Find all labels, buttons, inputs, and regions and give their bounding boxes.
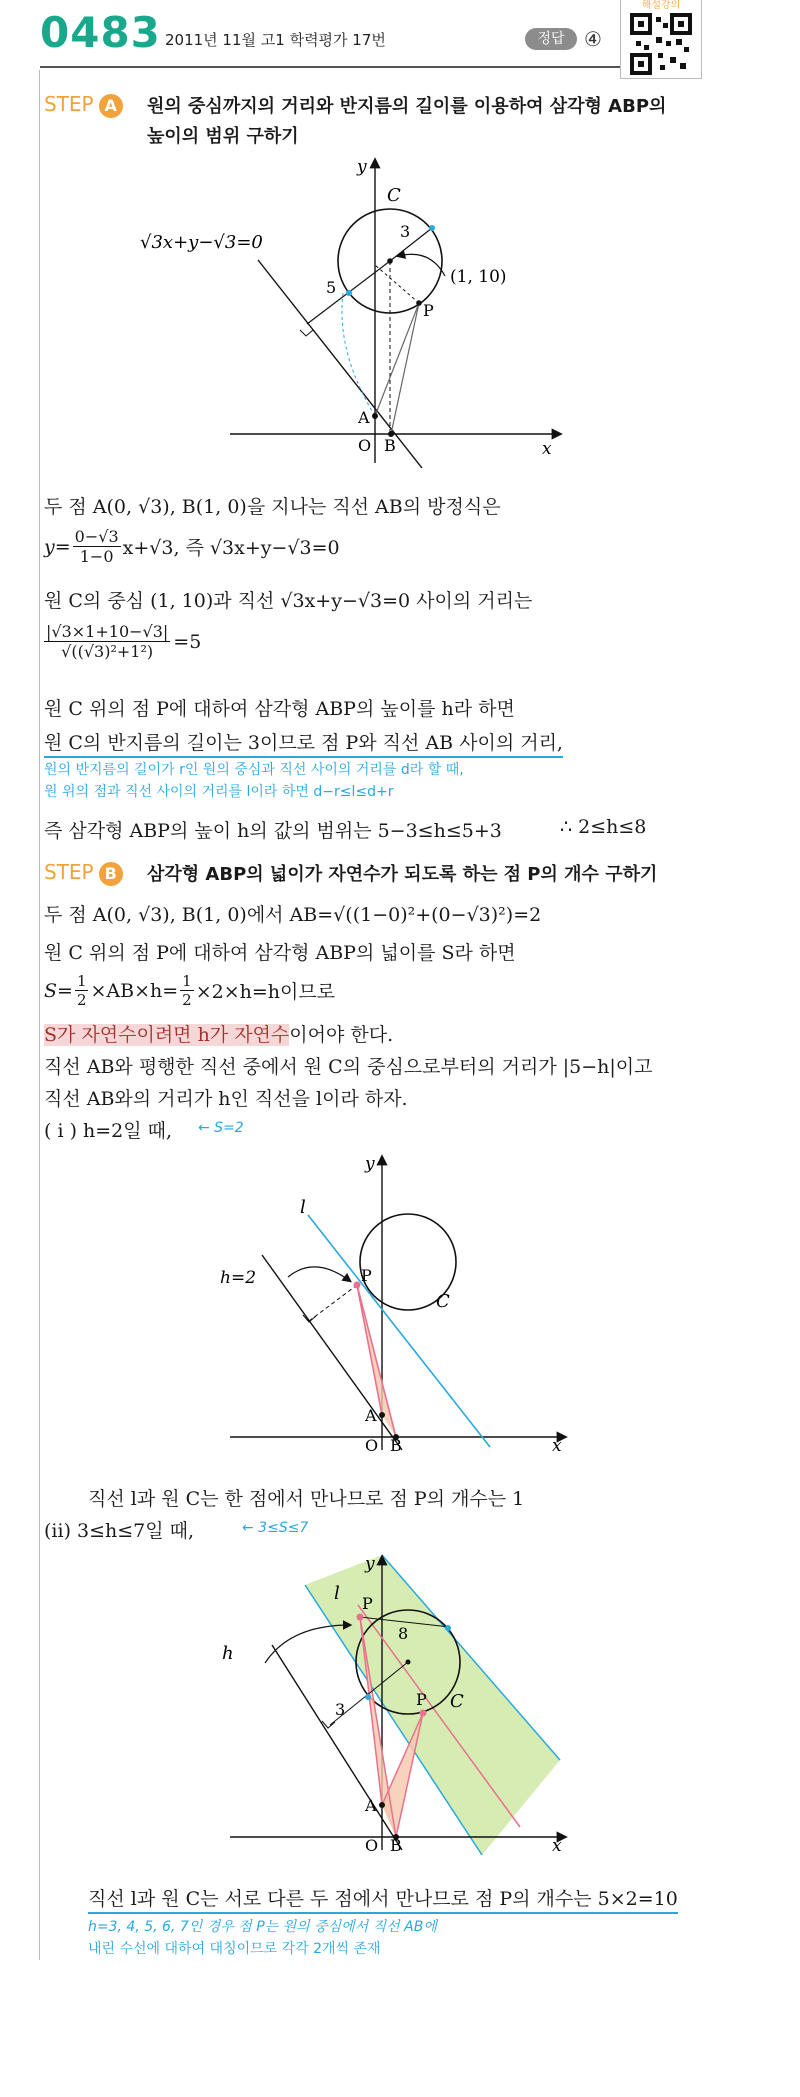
point-a — [372, 413, 378, 419]
b1-note-2: 원 위의 점과 직선 사이의 거리를 l이라 하면 d−r≤l≤d+r — [44, 784, 394, 800]
b1-line-6-text: 원 C의 반지름의 길이는 3이므로 점 P와 직선 AB 사이의 거리, — [44, 732, 563, 758]
b1-y: y= — [44, 535, 71, 558]
dash-p — [375, 265, 419, 303]
header-rule — [40, 66, 620, 68]
case-2-label: (ii) 3≤h≤7일 때, — [44, 1520, 195, 1542]
point-blue-2 — [346, 290, 352, 296]
label-x: x — [552, 1436, 562, 1455]
label-x: x — [552, 1836, 562, 1855]
b2-line-3 — [44, 972, 335, 1009]
b2-half-2 — [180, 972, 194, 1009]
h-arrow — [288, 1267, 350, 1281]
case-1-result: 직선 l과 원 C는 한 점에서 만나므로 점 P의 개수는 1 — [88, 1488, 525, 1510]
label-o: O — [358, 436, 372, 455]
b2-half-1-num: 1 — [76, 972, 87, 990]
point-p1 — [357, 1614, 364, 1621]
b2-line-2: 원 C 위의 점 P에 대하여 삼각형 ABP의 넓이를 S라 하면 — [44, 942, 516, 964]
qr-code-icon[interactable] — [630, 13, 692, 75]
point-blue-2 — [365, 1694, 371, 1700]
label-x: x — [542, 439, 552, 459]
center-arrow — [398, 254, 445, 276]
case-2-note-2: 내린 수선에 대하여 대칭이므로 각각 2개씩 존재 — [88, 1941, 381, 1957]
label-p2: P — [416, 1690, 427, 1709]
label-b: B — [390, 1836, 402, 1855]
label-c: C — [450, 1691, 464, 1712]
b2-half-2-num: 1 — [182, 972, 192, 990]
answer-value: ④ — [584, 27, 602, 51]
label-3: 3 — [335, 1700, 346, 1719]
label-c: C — [436, 1291, 450, 1312]
left-margin-line — [39, 70, 40, 1960]
point-blue-1 — [445, 1625, 451, 1631]
b2-s: S= — [44, 979, 73, 1002]
label-3: 3 — [400, 222, 411, 241]
right-angle-mark — [303, 1315, 316, 1322]
point-a — [379, 1412, 385, 1418]
step-word: STEP — [44, 860, 94, 884]
b2-line-5: 직선 AB와 평행한 직선 중에서 원 C의 중심으로부터의 거리가 |5−h|이고 — [44, 1056, 653, 1078]
problem-number: 0483 — [40, 8, 161, 57]
point-p — [354, 1282, 361, 1289]
line-ab — [262, 1255, 402, 1450]
label-y: y — [365, 1554, 375, 1574]
label-8: 8 — [398, 1624, 409, 1643]
label-y: y — [365, 1154, 375, 1174]
step-b-badge: B — [99, 862, 123, 886]
label-l: l — [300, 1197, 306, 1218]
line-ab — [258, 260, 422, 468]
label-a: A — [365, 1406, 377, 1425]
b1-dist-num: |√3×1+10−√3| — [46, 622, 169, 641]
answer-badge: 정답 — [525, 28, 577, 50]
b2-line-4 — [44, 1020, 393, 1047]
b1-note-1: 원의 반지름의 길이가 r인 원의 중심과 직선 사이의 거리를 d라 할 때, — [44, 762, 464, 778]
label-p1: P — [362, 1594, 373, 1613]
step-b-title: 삼각형 ABP의 넓이가 자연수가 되도록 하는 점 P의 개수 구하기 — [147, 864, 658, 885]
b1-line-2-rest: x+√3, 즉 √3x+y−√3=0 — [122, 537, 340, 559]
label-b: B — [384, 436, 396, 455]
b2-line-1: 두 점 A(0, √3), B(1, 0)에서 AB=√((1−0)²+(0−√3)²)=2 — [44, 904, 542, 926]
point-center — [406, 1660, 411, 1665]
label-o: O — [365, 1436, 379, 1455]
label-p: P — [361, 1266, 372, 1285]
b2-line-4-rest: 이어야 한다. — [289, 1024, 394, 1046]
case-2-note-1: h=3, 4, 5, 6, 7인 경우 점 P는 원의 중심에서 직선 AB에 — [88, 1919, 437, 1935]
b1-frac-den: 1−0 — [79, 547, 114, 566]
b1-dist-den: √((√3)²+1²) — [61, 642, 154, 661]
step-a-badge: A — [99, 94, 123, 118]
b2-highlight: S가 자연수이려면 h가 자연수 — [44, 1024, 290, 1046]
b1-dist-frac — [44, 622, 170, 661]
arc-pa — [342, 293, 375, 416]
b1-line-1: 두 점 A(0, √3), B(1, 0)을 지나는 직선 AB의 방정식은 — [44, 496, 501, 518]
label-b: B — [390, 1436, 402, 1455]
b1-line-4 — [44, 622, 201, 661]
b2-line-6: 직선 AB와의 거리가 h인 직선을 l이라 하자. — [44, 1088, 408, 1110]
b2-half-1 — [75, 972, 89, 1009]
b1-line-5: 원 C 위의 점 P에 대하여 삼각형 ABP의 높이를 h라 하면 — [44, 698, 515, 720]
b2-half-2-den: 2 — [182, 991, 192, 1009]
label-y: y — [357, 157, 367, 177]
b1-line-2 — [44, 527, 340, 566]
perp-h — [309, 1285, 357, 1321]
step-b-header — [44, 860, 123, 886]
b2-mid: ×AB×h= — [90, 979, 179, 1002]
header — [0, 0, 800, 70]
seg-pa — [375, 303, 419, 416]
label-a: A — [365, 1796, 377, 1815]
figure-1 — [140, 148, 580, 468]
label-o: O — [365, 1836, 379, 1855]
step-a-title-2: 높이의 범위 구하기 — [147, 126, 299, 147]
label-5: 5 — [326, 278, 337, 297]
point-p2 — [420, 1710, 427, 1717]
step-word: STEP — [44, 92, 94, 116]
point-center — [387, 258, 393, 264]
label-h: h — [222, 1643, 234, 1664]
b1-frac-num: 0−√3 — [74, 527, 119, 546]
point-blue-1 — [429, 225, 435, 231]
case-2-result-text: 직선 l과 원 C는 서로 다른 두 점에서 만나므로 점 P의 개수는 5×2=10 — [88, 1888, 678, 1914]
b1-conclusion: ∴ 2≤h≤8 — [560, 816, 647, 838]
seg-pb — [391, 303, 419, 434]
label-a: A — [358, 408, 370, 427]
point-p — [416, 300, 422, 306]
center-label: (1, 10) — [450, 267, 507, 287]
problem-source: 2011년 11월 고1 학력평가 17번 — [165, 31, 386, 49]
case-2-note: ← 3≤S≤7 — [242, 1520, 309, 1536]
b1-frac — [73, 527, 121, 566]
b1-dist-rest: =5 — [173, 630, 202, 653]
line-eq-label: √3x+y−√3=0 — [140, 232, 263, 253]
label-p: P — [423, 301, 434, 320]
qr-box — [620, 0, 702, 79]
point-a — [379, 1802, 385, 1808]
case-1-label: ( i ) h=2일 때, — [44, 1120, 173, 1142]
figure-3 — [210, 1545, 590, 1855]
b2-end: ×2×h=h이므로 — [195, 981, 336, 1003]
label-h2: h=2 — [220, 1268, 257, 1288]
qr-label: 해설강의 — [641, 0, 681, 11]
step-a-header — [44, 92, 123, 118]
b1-line-6 — [44, 728, 563, 755]
label-c: C — [387, 185, 401, 206]
step-a-title-1: 원의 중심까지의 거리와 반지름의 길이를 이용하여 삼각형 ABP의 — [147, 96, 667, 117]
case-2-result — [88, 1884, 678, 1911]
line-l — [308, 1215, 490, 1447]
b1-line-3: 원 C의 중심 (1, 10)과 직선 √3x+y−√3=0 사이의 거리는 — [44, 590, 533, 612]
right-angle-mark — [300, 330, 313, 336]
case-1-note: ← S=2 — [198, 1120, 244, 1136]
figure-2 — [210, 1145, 590, 1455]
radius-3 — [390, 228, 432, 261]
b1-line-7: 즉 삼각형 ABP의 높이 h의 값의 범위는 5−3≤h≤5+3 — [44, 820, 502, 842]
label-l: l — [334, 1583, 340, 1604]
b2-half-1-den: 2 — [76, 991, 87, 1009]
